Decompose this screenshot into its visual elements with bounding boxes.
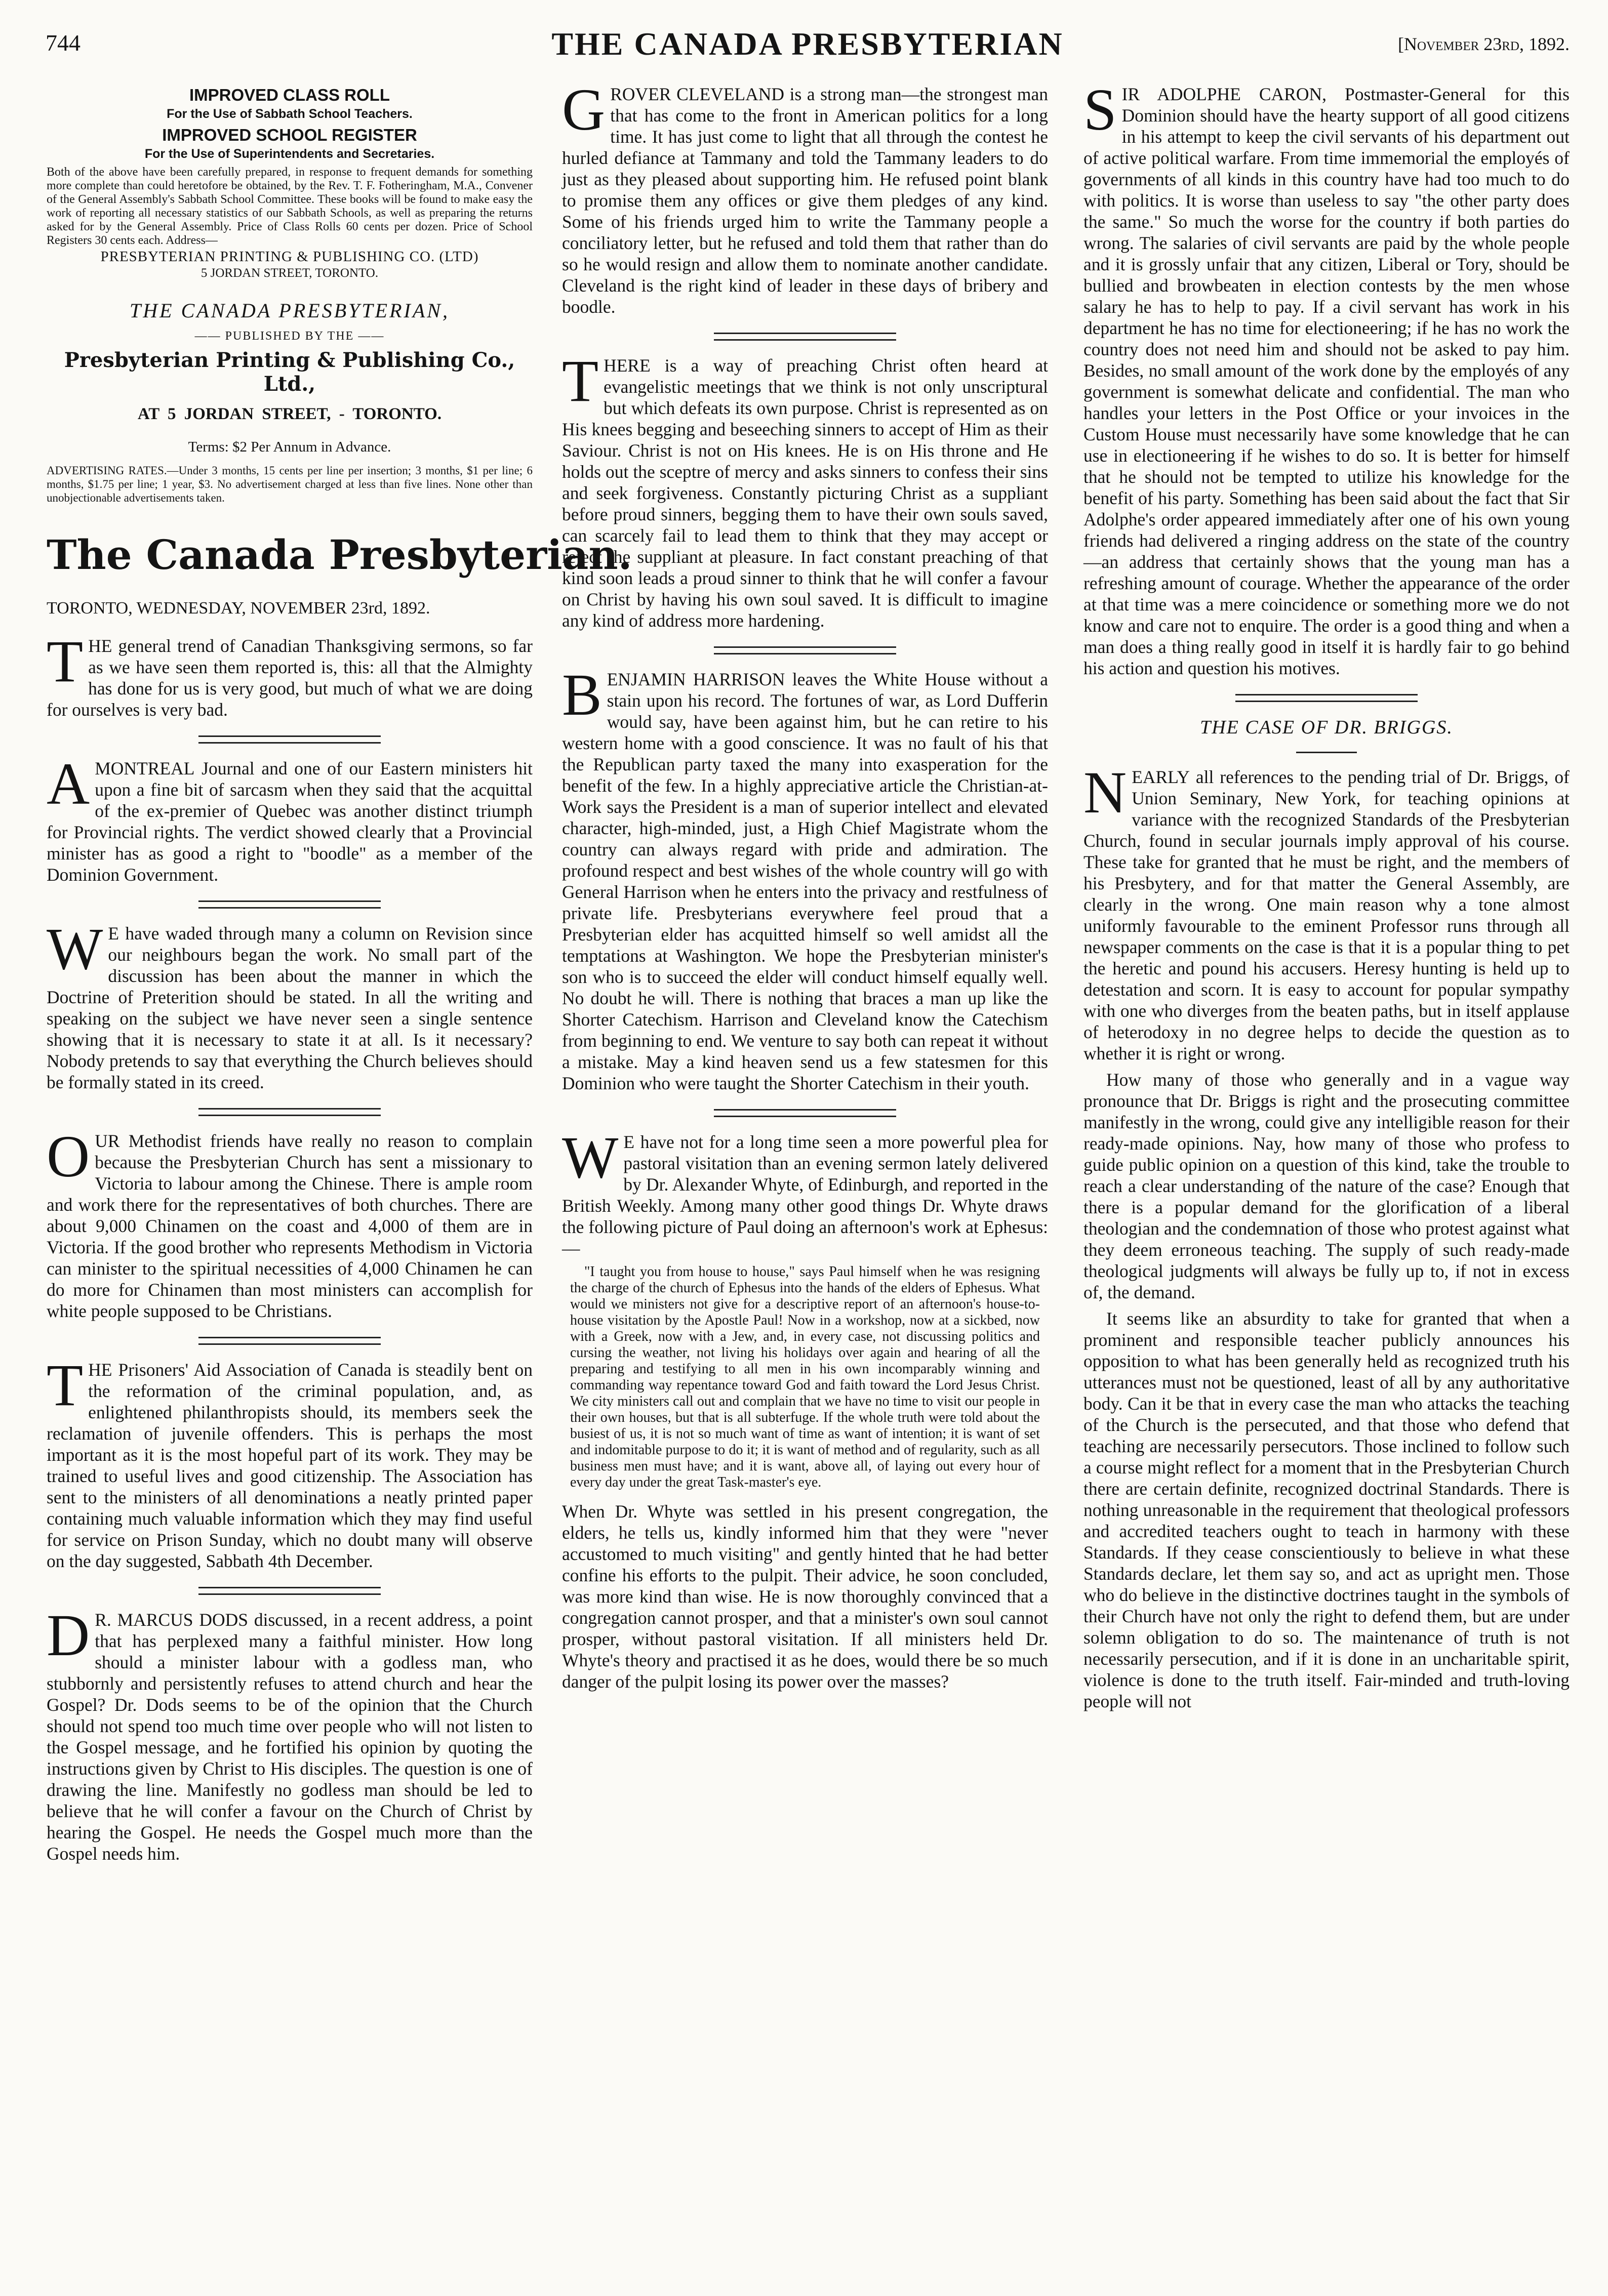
published-by: —— PUBLISHED BY THE —— [194,330,385,343]
page-number: 744 [46,30,81,56]
drop-cap: W [47,916,103,982]
separator-rule [714,646,896,654]
lead-in: HE [88,1360,112,1380]
paragraph-text: have not for a long time seen a more powerful plea for pastoral visitation than an evening sermon lately delivered by Dr. Alexander Whyte, of Edinburgh, and reported in the British Weekly. Among many other good things Dr. Whyte draws the following picture of Paul doing an afternoon's work at Ephesus:— [562,1132,1048,1258]
paragraph-text: general trend of Canadian Thanksgiving sermons, so far as we have seen them reported is, this: all that the Almighty has done for us is very good, but much of what we are doing for ourselves is very bad. [47,636,533,720]
paragraph: It seems like an absurdity to take for granted that when a prominent and responsible teacher publicly announces his opposition to what has been generally held as recognized truth his utterances must not be questioned, least of all by any authoritative body. Can it be that in every case the man who attacks the teaching of the Church is the persecuted, and that those who defend that teaching are necessarily persecutors. Those inclined to follow such a course might reflect for a moment that in the Presbyterian Church there are certain definite, recognized doctrinal Standards. There is nothing unreasonable in the requirement that theological professors and accredited teachers ought to teach in harmony with these Standards. If they cease conscientiously to believe in what these Standards declare, let them say so, and act as upright men. Those who do believe in the distinctive doctrines taught in the symbols of their Church have not only the right to defend them, but are under solemn obligation to do so. The maintenance of truth is not necessarily persecution, and if it is done in an uncharitable spirit, violence is done to the truth itself. Fair-minded and truth-loving people will not [1083,1308,1570,1711]
lead-in: E [108,923,119,944]
paragraph [562,1124,1048,1259]
ad-class-roll-title: IMPROVED CLASS ROLL [189,86,390,104]
paragraph-text: all references to the pending trial of Dr. Briggs, of Union Seminary, New York, for teaching opinions at variance with the recognized Standards of the Presbyterian Church, found in secular journals imply approval of his course. These take for granted that he must be right, and the members of his Presbytery, and for that matter the General Assembly, are clearly in the wrong. One main reason why a tone almost uniformly favourable to the eminent Professor runs through all newspaper comments on the case is that it is a popular thing to pet the heretic and pound his accusers. Heresy hunting is held up to detestation and scorn. It is easy to account for popular sympathy with one who diverges from the beaten paths, but in itself applause of heterodoxy in no degree helps to decide the question as to whether it is right or wrong. [1083,767,1570,1063]
paragraph-text: Journal and one of our Eastern ministers hit upon a fine bit of sarcasm when they said that the acquittal of the ex-premier of Quebec was another distinct triumph for Provincial rights. The verdict showed clearly that a Provincial minister has as good a right to "boodle" as a member of the Dominion Government. [47,758,533,885]
separator-rule [198,1337,381,1345]
rule [1296,752,1357,753]
publisher-address: AT 5 JORDAN STREET, - TORONTO. [137,405,442,423]
paragraph [47,916,533,1093]
paragraph-text: is a strong man—the strongest man that has come to the front in American politics for a long time. It has just come to light that all through the contest he hurled defiance at Tammany and told the Tammany leaders to do just as they pleased about supporting him. He refused point blank to promise them any offices or give them pledges of any kind. Some of his friends urged him to write the Tammany people a conciliatory letter, but he refused and told them that rather than do so he would resign and allow them to nominate another candidate. Cleveland is the right kind of leader in these days of bribery and boodle. [562,84,1048,317]
paragraph [562,76,1048,317]
masthead [46,26,1570,70]
lead-in: ENJAMIN HARRISON [607,669,785,689]
lead-in: IR ADOLPHE CARON, [1121,84,1327,104]
lead-in: HE [88,636,112,656]
separator-rule [198,1587,381,1595]
drop-cap: G [562,76,606,143]
lead-in: HERE [604,355,651,376]
paragraph: How many of those who generally and in a vague way pronounce that Dr. Briggs is right and the prosecuting committee manifestly in the wrong, could give any intelligible reason for their ready-made opinions. Nay, how many of those who profess to guide public opinion on a question of this kind, take the trouble to reach a clear understanding of the nature of the case? Enough that there is a popular demand for the glorification of a liberal theologian and the condemnation of those who protest against what they deem erroneous teaching. The supply of such ready-made theological judgments will always be fully up to, if not in excess of, the demand. [1083,1070,1570,1302]
column-middle [562,76,1048,2275]
dateline: TORONTO, WEDNESDAY, NOVEMBER 23rd, 1892. [47,599,430,618]
lead-in: EARLY [1132,767,1190,787]
lead-in: ROVER CLEVELAND [610,84,785,104]
paragraph [562,348,1048,631]
drop-cap: T [47,628,84,694]
paragraph: When Dr. Whyte was settled in his present congregation, the elders, he tells us, kindly informed him that they were "never accustomed to much visiting" and gently hinted that he had better confine his efforts to the pulpit. Their advice, he soon concluded, was more kind than wise. He is now thoroughly convinced that a congregation cannot prosper, and that a minister's own soul cannot prosper, without pastoral visitation. If all ministers held Dr. Whyte's theory and practised it as he does, would there be so much danger of the pulpit losing its power over the masses? [562,1501,1048,1692]
lead-in: UR [95,1131,120,1151]
ad-publisher: PRESBYTERIAN PRINTING & PUBLISHING CO. (LTD) [100,249,479,265]
paragraph-text: Postmaster-General for this Dominion should have the hearty support of all good citizens in his attempt to keep the civil servants of his department out of active political warfare. From time immemorial the employés of governments of all kinds in this country have had too much to do with politics. It is worse than useless to say "the other party does the same." So much the worse for the country if both parties do wrong. The salaries of civil servants are paid by the whole people and it is grossly unfair that any citizen, Liberal or Tory, should be bullied and browbeaten in election contests by the men whose salary he has to help to pay. If a civil servant has work in his department he has no time for electioneering; if he has no work the country does not need him and should not be asked to pay him. Besides, no small amount of the work done by the employés of any government is somewhat delicate and confidential. The man who handles your letters in the Post Office or your invoices in the Custom House must necessarily have some knowledge that he can use in electioneering if he wishes to do so. It is better for himself that he should not be tempted to utilize his knowledge for the benefit of his party. Something has been said about the fact that Sir Adolphe's order appeared immediately after one of his own young friends had delivered a ringing address on the state of the country—an address that certainly shows that the young man has a refreshing amount of courage. Whether the appearance of the order at that time was a mere coincidence or something more we do not know and care not to enquire. The order is a good thing and when a man does a thing really good in itself it is hardly fair to go behind his action and question his motives. [1083,84,1570,678]
block-quote: "I taught you from house to house," says Paul himself when he was resigning the charge of the church of Ephesus into the hands of the elders of Ephesus. What would we ministers not give for a descriptive report of an afternoon's house-to-house visitation by the Apostle Paul! Now in a workshop, now at a sickbed, now with a Greek, now with a Jew, and, in every case, not discussing politics and cursing the weather, not living his holidays over again and hearing of all the preparing and testifying to all men in his own incomparably winning and commanding way repentance toward God and faith toward the Lord Jesus Christ. We city ministers call out and complain that we have no time to visit our people in their own houses, but that is all subterfuge. If the whole truth were told about the busiest of us, it is not so much want of time as want of intention; it is want of set and indomitable purpose to do it; it is want of method and of regularity, such as all business men must have; and it is want, above all, of laying out every hour of every day under the great Task-master's eye. [570,1264,1040,1490]
drop-cap: O [47,1123,90,1190]
separator-rule [714,333,896,341]
publisher-name: Presbyterian Printing & Publishing Co., Ltd., [64,348,515,396]
section-title: THE CASE OF DR. BRIGGS. [1200,717,1453,738]
lead-in: MONTREAL [95,758,195,778]
ad-register-title: IMPROVED SCHOOL REGISTER [162,126,417,144]
publication-title: THE CANADA PRESBYTERIAN, [130,299,450,322]
drop-cap: S [1083,76,1117,143]
drop-cap: A [47,751,90,817]
separator-rule [198,900,381,909]
paragraph [47,1123,533,1322]
paragraph-text: Prisoners' Aid Association of Canada is steadily bent on the reformation of the criminal population, and, as enlightened philanthropists should, its members seek the reclamation of juvenile offenders. This is perhaps the most important as it is the most hopeful part of its work. They may be trained to useful lives and good citizenship. The Association has sent to the ministers of all denominations a neatly printed paper containing much valuable information which they may find useful for service on Prison Sunday, which no doubt many will observe on the day suggested, Sabbath 4th December. [47,1360,533,1571]
drop-cap: D [47,1602,90,1668]
editorial-note [1083,76,1570,679]
editorial-notes [47,628,533,1864]
lead-in: R. MARCUS DODS [95,1610,249,1630]
ad-class-roll-subtitle: For the Use of Sabbath School Teachers. [167,107,413,121]
separator-rule [714,1109,896,1117]
separator-rule [198,1108,381,1116]
ad-address: 5 JORDAN STREET, TORONTO. [200,266,379,280]
paragraph [47,751,533,885]
paragraph [47,1352,533,1572]
issue-date: [November 23rd, 1892. [1398,34,1570,54]
paragraph-text: is a way of preaching Christ often heard at evangelistic meetings that we think is not only unscriptural but which defeats its own purpose. Christ is represented as on His knees begging and beseeching sinners to accept of Him as their Saviour. Christ is not on His knees. He is on His throne and He holds out the sceptre of mercy and asks sinners to confess their sins and seek forgiveness. Constantly picturing Christ as a suppliant before proud sinners, begging them to have their own souls saved, can scarcely fail to lead them to think that they may accept or reject the suppliant at pleasure. In fact constant preaching of that kind soon leads a proud sinner to think that he will confer a favour on Christ by having his own soul saved. It is difficult to imagine any kind of address more hardening. [562,355,1048,631]
drop-cap: B [562,662,602,728]
column-left [47,84,632,2275]
paragraph-text: Methodist friends have really no reason to complain because the Presbyterian Church has sent a missionary to Victoria to labour among the Chinese. There is ample room and work there for the representatives of both churches. There are about 9,000 Chinamen on the coast and 4,000 of them are in Victoria. If the good brother who represents Methodism in Victoria can minister to the spiritual necessities of 4,000 Chinamen he can do more for Chinamen than most ministers can accomplish for white people supposed to be Christians. [47,1131,533,1321]
paragraph-text: leaves the White House without a stain upon his record. The fortunes of war, as Lord Dufferin would say, have been against him, but he can retire to his western home with a good conscience. It was no fault of his that the Republican party taxed the many into exasperation for the benefit of the few. In a highly appreciative article the Christian-at-Work says the President is a man of superior intellect and elevated character, high-minded, just, a High Chief Magistrate whom the country can always regard with pride and admiration. The profound respect and best wishes of the whole country will go with General Harrison when he enters into the privacy and restfulness of private life. Presbyterians everywhere feel proud that a Presbyterian elder has acquitted himself so well amidst all the temptations at Washington. We hope the Presbyterian minister's son who is to succeed the elder will conduct himself equally well. No doubt he will. There is nothing that braces a man up like the Shorter Catechism. Harrison and Cleveland know the Catechism from beginning to end. We venture to say both can repeat it without a mistake. May a kind heaven send us a few statesmen for this Dominion who were taught the Shorter Catechism in their youth. [562,669,1048,1093]
column-right [1083,76,1570,2275]
paragraph [562,662,1048,1094]
editorial-notes [562,76,1048,1259]
nameplate: The Canada Presbyterian. [47,531,632,579]
section-rule [1235,694,1418,702]
separator-rule [198,735,381,744]
paragraph [1083,759,1570,1064]
drop-cap: N [1083,759,1127,826]
ad-body: Both of the above have been carefully prepared, in response to frequent demands for something more complete than could heretofore be obtained, by the Rev. T. F. Fotheringham, M.A., Convener of the General Assembly's Sabbath School Committee. These books will be found to make easy the work of reporting all necessary statistics of our Sabbath Schools, as well as preparing the returns asked for by the General Assembly. Price of Class Rolls 60 cents per dozen. Price of School Registers 30 cents each. Address— [47,166,533,247]
lead-in: E [623,1132,635,1152]
advertising-rates: ADVERTISING RATES.—Under 3 months, 15 cents per line per insertion; 3 months, $1 per line; 6 months, $1.75 per line; 1 year, $3. No advertisement charged at less than five lines. None other than unobjectionable advertisements taken. [47,464,533,504]
paragraph [47,1602,533,1864]
drop-cap: T [47,1352,84,1418]
subscription-terms: Terms: $2 Per Annum in Advance. [188,439,391,455]
article-body [1083,759,1570,1712]
paragraph [1083,76,1570,679]
running-title: THE CANADA PRESBYTERIAN [551,26,1064,62]
paragraph [47,628,533,720]
drop-cap: T [562,348,599,414]
paragraph-text: have waded through many a column on Revision since our neighbours began the work. No small part of the discussion has been about the manner in which the Doctrine of Preterition should be stated. In all the writing and speaking on the subject we have never seen a single sentence showing that it is necessary to state it at all. Is it necessary? Nobody pretends to say that everything the Church believes should be formally stated in its creed. [47,923,533,1092]
ad-register-subtitle: For the Use of Superintendents and Secretaries. [144,147,435,161]
drop-cap: W [562,1124,619,1191]
paragraph-text: discussed, in a recent address, a point that has perplexed many a faithful minister. How long should a minister labour with a godless man, who stubbornly and persistently refuses to attend church and hear the Gospel? Dr. Dods seems to be of the opinion that the Church should not spend too much time over people who will not listen to the Gospel message, and he fortified his opinion by quoting the instructions given by Christ to His disciples. The question is one of drawing the line. Manifestly no godless man should be led to believe that he will confer a favour on the Church of Christ by hearing the Gospel. He needs the Gospel much more than the Gospel needs him. [47,1610,533,1864]
